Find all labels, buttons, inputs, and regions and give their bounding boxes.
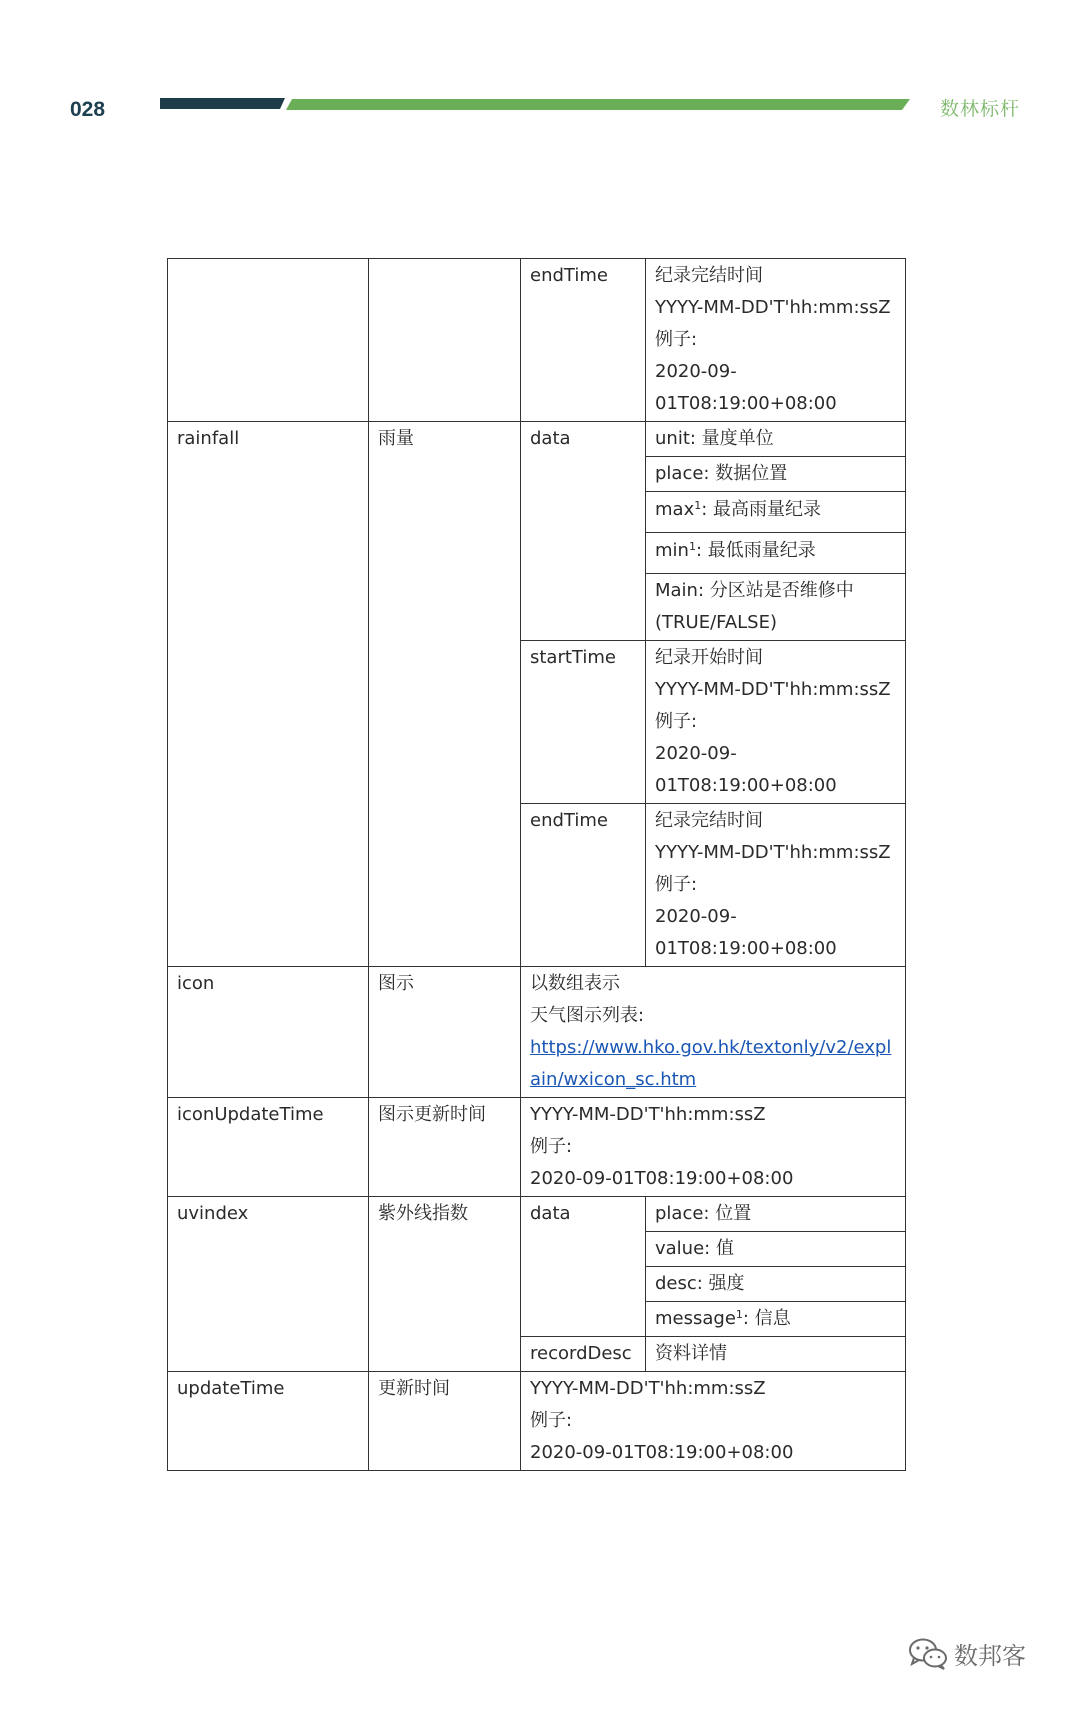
field-detail (646, 1302, 906, 1337)
detail-line: 天气图示列表: (530, 1005, 645, 1026)
header-title: 数林标杆 (940, 98, 1021, 120)
field-name: rainfall (168, 422, 369, 967)
detail-text: : 最高雨量纪录 (701, 499, 822, 520)
field-detail: unit: 量度单位 (646, 422, 906, 457)
detail-line: 例子: (530, 1410, 573, 1431)
detail-line: 例子: (530, 1136, 573, 1157)
detail-line: 2020-09- (655, 906, 737, 927)
field-detail (646, 574, 906, 641)
detail-line: YYYY-MM-DD'T'hh:mm:ssZ (655, 679, 891, 700)
table-row (168, 259, 906, 422)
detail-line: 01T08:19:00+08:00 (655, 938, 837, 959)
field-detail (646, 492, 906, 533)
field-name: recordDesc (521, 1337, 646, 1372)
field-detail (521, 967, 906, 1098)
field-detail: place: 数据位置 (646, 457, 906, 492)
field-detail (521, 1372, 906, 1471)
field-name: data (521, 1197, 646, 1337)
footnote-mark: 1 (688, 540, 696, 553)
detail-text: message (655, 1308, 736, 1329)
watermark-text: 数邦客 (954, 1642, 1026, 1670)
detail-line: 纪录完结时间 (655, 810, 763, 831)
field-name: startTime (521, 641, 646, 804)
spec-table (167, 258, 906, 1471)
detail-line: 2020-09- (655, 361, 737, 382)
field-desc: 图示 (369, 967, 521, 1098)
field-name: data (521, 422, 646, 641)
detail-line: 2020-09-01T08:19:00+08:00 (530, 1168, 794, 1189)
field-desc: 雨量 (369, 422, 521, 967)
detail-line: 纪录开始时间 (655, 647, 763, 668)
icon-list-link[interactable]: https://www.hko.gov.hk/textonly/v2/explain/wxicon_sc.htm (530, 1037, 892, 1090)
field-name: endTime (521, 804, 646, 967)
field-name: uvindex (168, 1197, 369, 1372)
table-cell (369, 259, 521, 422)
detail-line: YYYY-MM-DD'T'hh:mm:ssZ (530, 1104, 766, 1125)
field-detail (521, 1098, 906, 1197)
field-desc: 紫外线指数 (369, 1197, 521, 1372)
detail-line: 以数组表示 (530, 973, 620, 994)
detail-line: 2020-09- (655, 743, 737, 764)
header-dark-bar (160, 98, 285, 109)
detail-line: 例子: (655, 711, 698, 732)
field-detail (646, 804, 906, 967)
wechat-icon (908, 1637, 948, 1671)
detail-line: YYYY-MM-DD'T'hh:mm:ssZ (655, 297, 891, 318)
field-name: iconUpdateTime (168, 1098, 369, 1197)
table-row (168, 1098, 906, 1197)
field-detail (646, 641, 906, 804)
table-row (168, 422, 906, 457)
field-desc: 图示更新时间 (369, 1098, 521, 1197)
header-rule (0, 0, 1080, 140)
footnote-mark: 1 (735, 1308, 743, 1321)
detail-text: max (655, 499, 695, 520)
footnote-mark: 1 (694, 499, 702, 512)
table-row (168, 1197, 906, 1232)
field-name: updateTime (168, 1372, 369, 1471)
field-detail: value: 值 (646, 1232, 906, 1267)
header-green-bar (286, 99, 910, 110)
table-row (168, 967, 906, 1098)
field-detail: place: 位置 (646, 1197, 906, 1232)
detail-line: (TRUE/FALSE) (655, 612, 778, 633)
detail-text: : 最低雨量纪录 (695, 540, 816, 561)
detail-text: min (655, 540, 689, 561)
table-row (168, 1372, 906, 1471)
page-number: 028 (70, 98, 106, 121)
field-detail: 资料详情 (646, 1337, 906, 1372)
field-desc: 更新时间 (369, 1372, 521, 1471)
detail-line: 例子: (655, 874, 698, 895)
detail-line: YYYY-MM-DD'T'hh:mm:ssZ (530, 1378, 766, 1399)
detail-line: 2020-09-01T08:19:00+08:00 (530, 1442, 794, 1463)
field-name: icon (168, 967, 369, 1098)
field-detail (646, 259, 906, 422)
detail-line: 例子: (655, 329, 698, 350)
detail-text: : 信息 (742, 1308, 791, 1329)
detail-line: 01T08:19:00+08:00 (655, 393, 837, 414)
field-detail (646, 533, 906, 574)
watermark (908, 1636, 1026, 1671)
detail-line: YYYY-MM-DD'T'hh:mm:ssZ (655, 842, 891, 863)
table-cell (168, 259, 369, 422)
field-name: endTime (521, 259, 646, 422)
detail-line: 纪录完结时间 (655, 265, 763, 286)
detail-line: 01T08:19:00+08:00 (655, 775, 837, 796)
field-detail: desc: 强度 (646, 1267, 906, 1302)
detail-line: Main: 分区站是否维修中 (655, 580, 854, 601)
